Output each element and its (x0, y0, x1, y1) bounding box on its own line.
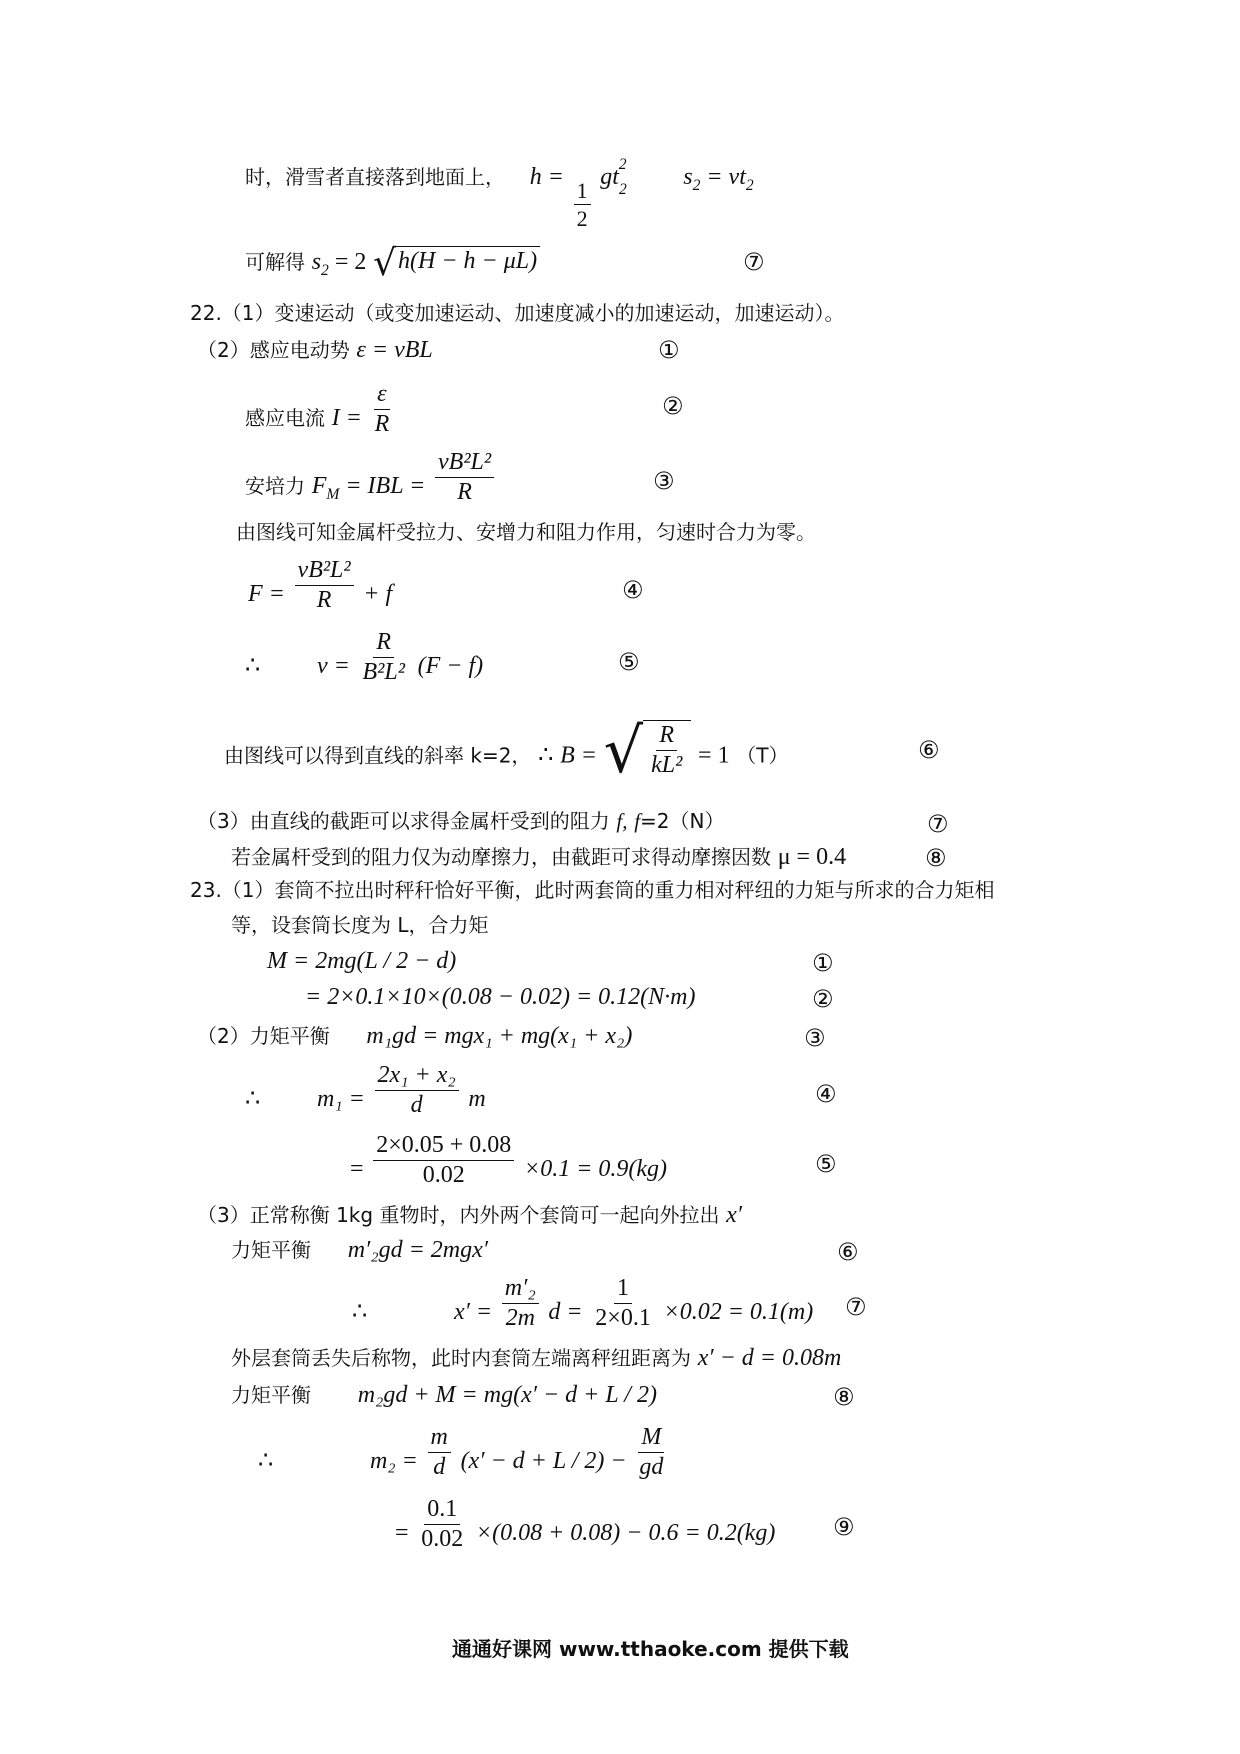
text: 可解得 (245, 250, 305, 274)
s21-line1 (245, 156, 754, 232)
math: (x′ − d + L / 2) − (460, 1448, 627, 1475)
sqrt: √ h(H − h − μL) (373, 246, 540, 282)
s23-p12 (231, 1383, 657, 1407)
s23-p1: 23.（1）套筒不拉出时秤秆恰好平衡，此时两套筒的重力相对秤纽的力矩与所求的合力矩相 (190, 878, 995, 902)
eq-number: ② (662, 392, 684, 420)
text: 若金属杆受到的阻力仅为动摩擦力，由截距可求得动摩擦因数 (231, 845, 771, 869)
fraction: $\frac{1}{2}$ (574, 179, 591, 230)
math: F = (248, 581, 285, 608)
eq-number: ⑦ (845, 1293, 867, 1321)
math: x′ − d = 0.08m (697, 1345, 842, 1371)
eq-number: ⑤ (815, 1150, 837, 1178)
fraction: $\frac{M}{gd}$ (639, 1424, 664, 1481)
s22-p10 (231, 845, 846, 869)
s22-p9 (197, 811, 725, 832)
math: v = (316, 653, 350, 680)
fraction: $\frac{2\times 0.05 + 0.08}{0.02}$ (373, 1133, 514, 1188)
text: （2）感应电动势 (197, 338, 350, 362)
therefore-symbol: ∴ (245, 653, 261, 680)
math: = (350, 1156, 364, 1183)
eq-number: ⑧ (833, 1383, 855, 1411)
s23-p8 (197, 1203, 742, 1227)
text: （2）力矩平衡 (197, 1024, 330, 1048)
sqrt: √ $\frac{R}{\text{kL²}}$ (604, 720, 692, 782)
s22-p7 (245, 630, 483, 685)
therefore-symbol: ∴ (258, 1448, 274, 1475)
text: 安培力 (245, 474, 305, 499)
eq-number: ⑥ (837, 1238, 859, 1266)
math: $s_2 = vt_2$ (683, 164, 754, 194)
eq-number: ④ (622, 576, 644, 604)
math: m (468, 1086, 486, 1113)
therefore-symbol: ∴ (245, 1086, 261, 1113)
s22-p8 (224, 714, 789, 787)
math: m₁gd = mgx₁ + mg(x₁ + x₂) (366, 1023, 633, 1049)
fraction: $\frac{\text{2x₁ + x₂}}{d}$ (375, 1063, 459, 1118)
s22-p4 (245, 450, 497, 505)
math: ε = vBL (356, 337, 433, 363)
eq-number: ⑨ (833, 1513, 855, 1541)
text: 力矩平衡 (231, 1238, 311, 1262)
eq-number: ① (812, 949, 834, 977)
math: $F_M$ = IBL = (311, 473, 426, 503)
fraction: $\frac{R}{\text{B²L²}}$ (362, 629, 405, 686)
text: 由图线可以得到直线的斜率 k=2， (224, 743, 532, 768)
math: m₂gd + M = mg(x′ − d + L / 2) (357, 1382, 657, 1408)
eq-number: ③ (653, 467, 675, 495)
s21-line2 (245, 243, 540, 284)
s23-p7 (350, 1133, 667, 1188)
text: 感应电流 (245, 406, 325, 431)
s23-p14 (395, 1497, 775, 1552)
s23-p11 (231, 1346, 841, 1370)
s23-p3: M = 2mg(L / 2 − d) (267, 948, 457, 974)
math: $s_2 = 2$ (311, 249, 367, 279)
eq-number: ⑦ (743, 248, 765, 276)
eq-number: ② (812, 985, 834, 1013)
math: ×0.02 = 0.1(m) (663, 1299, 814, 1326)
math: f, (616, 809, 628, 833)
text: 力矩平衡 (231, 1383, 311, 1407)
math: μ = 0.4 (777, 844, 847, 870)
s23-p5 (197, 1024, 632, 1048)
math: B = (560, 742, 597, 769)
math: d = (548, 1299, 583, 1326)
s23-p10 (352, 1276, 813, 1331)
text: 时，滑雪者直接落到地面上， (245, 165, 505, 189)
math: ×(0.08 + 0.08) − 0.6 = 0.2(kg) (475, 1520, 776, 1547)
text: =2（N） (640, 809, 725, 833)
math: ×0.1 = 0.9(kg) (524, 1156, 668, 1183)
math: + f (363, 581, 393, 608)
s22-p2 (197, 338, 433, 362)
text: （3）由直线的截距可以求得金属杆受到的阻力 (197, 809, 610, 833)
fraction: $\frac{\text{vB²L²}}{R}$ (295, 558, 354, 613)
fraction: $\frac{\text{vB²L²}}{R}$ (435, 450, 494, 505)
fraction: $\frac{1}{2\times 0.1}$ (595, 1275, 651, 1332)
fraction: $\frac{\text{m′₂}}{2m}$ (502, 1276, 539, 1331)
math: = (395, 1520, 409, 1547)
math: (F − f) (417, 653, 484, 680)
math: x′ (726, 1202, 743, 1228)
unit: （T） (736, 743, 789, 768)
fraction: $\frac{\varepsilon}{R}$ (374, 381, 390, 438)
text: 外层套筒丢失后称物，此时内套筒左端离秤纽距离为 (231, 1346, 691, 1370)
s23-p13 (258, 1425, 669, 1480)
footer-credit: 通通好课网 www.tthaoke.com 提供下载 (452, 1637, 849, 1661)
fraction: $\frac{m}{d}$ (428, 1425, 451, 1480)
eq-number: ③ (804, 1024, 826, 1052)
s23-p4: = 2×0.1×10×(0.08 − 0.02) = 0.12(N·m) (305, 984, 696, 1010)
eq-number: ④ (815, 1080, 837, 1108)
math: = 1 (698, 742, 730, 769)
s22-p6 (248, 558, 392, 613)
math: h = (529, 164, 564, 190)
s22-p5: 由图线可知金属杆受拉力、安增力和阻力作用，匀速时合力为零。 (236, 520, 816, 544)
s22-part1: 22.（1）变速运动（或变加速运动、加速度减小的加速运动，加速运动）。 (190, 301, 845, 325)
math: I = (331, 405, 362, 432)
eq-number: ⑧ (925, 844, 947, 872)
eq-number: ⑤ (618, 648, 640, 676)
s23-p2: 等，设套筒长度为 L，合力矩 (231, 913, 489, 937)
eq-number: ⑦ (927, 810, 949, 838)
therefore-symbol: ∴ (538, 742, 554, 769)
text: （3）正常称衡 1kg 重物时，内外两个套筒可一起向外拉出 (197, 1203, 720, 1227)
math: m′₂gd = 2mgx′ (347, 1237, 489, 1263)
therefore-symbol: ∴ (352, 1299, 368, 1326)
math: f (634, 809, 641, 833)
s23-p6 (245, 1063, 486, 1118)
s23-p9 (231, 1238, 488, 1262)
fraction: $\frac{0.1}{0.02}$ (421, 1496, 464, 1553)
eq-number: ⑥ (918, 736, 940, 764)
math: m₁ = (316, 1086, 365, 1113)
s22-p3 (245, 382, 395, 437)
math: $gt_2^2$ (600, 156, 627, 198)
math: x′ = (453, 1299, 493, 1326)
math: m₂ = (369, 1448, 418, 1475)
eq-number: ① (658, 336, 680, 364)
